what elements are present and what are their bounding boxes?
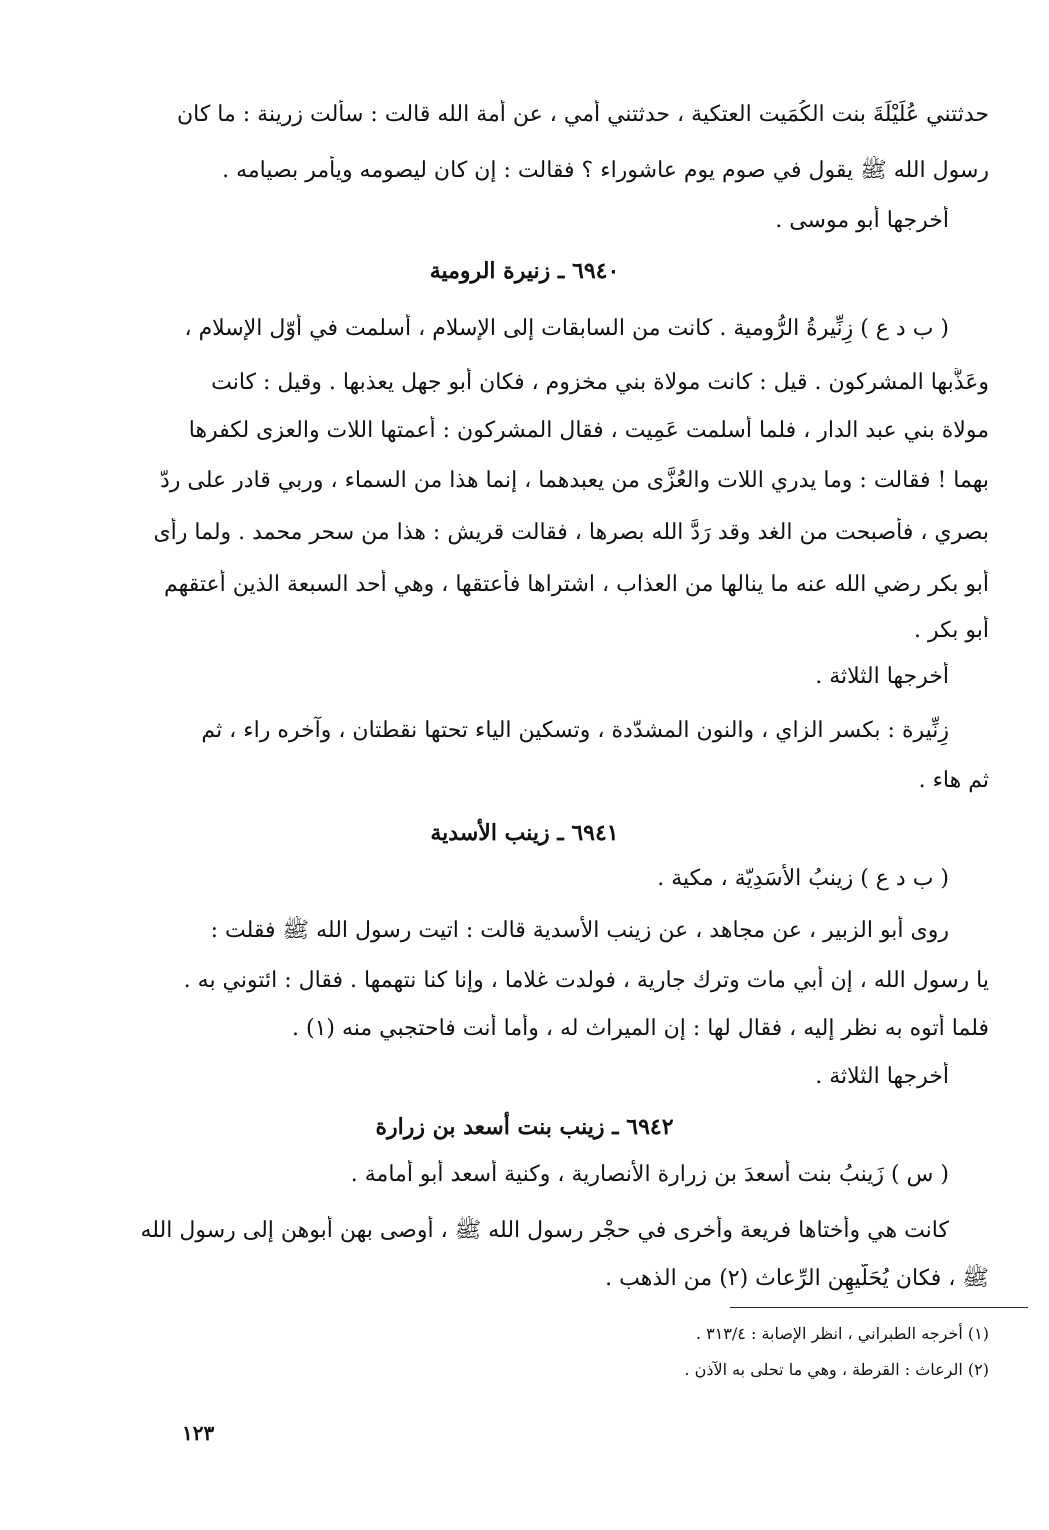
text-line: بهما ! فقالت : وما يدري اللات والعُزَّى من يعبدهما ، إنما هذا من السماء ، وربي قادر على ردّ (159, 468, 989, 493)
text-line: ( ب د ع ) زِنِّيرةُ الرُّومية . كانت من السابقات إلى الإسلام ، أسلمت في أوّل الإسلام ، (184, 316, 949, 341)
text-line: أخرجها الثلاثة . (815, 1064, 949, 1089)
text-line: ثم هاء . (918, 768, 989, 793)
text-line: روى أبو الزبير ، عن مجاهد ، عن زينب الأسدية قالت : اتيت رسول الله ﷺ فقلت : (210, 918, 949, 943)
text-line: ( س ) زَينبُ بنت أَسعدَ بن زرارة الأنصارية ، وكنية أسعد أبو أمامة . (350, 1162, 949, 1187)
text-line: مولاة بني عبد الدار ، فلما أسلمت عَمِيت ، فقال المشركون : أعمتها اللات والعزى لكفرها (188, 418, 989, 443)
text-line: بصري ، فأصبحت من الغد وقد رَدَّ الله بصرها ، فقالت قريش : هذا من سحر محمد . ولما رأى (153, 520, 989, 545)
footnote: (٢) الرعاث : القرطة ، وهي ما تحلى به الآذن . (684, 1360, 989, 1379)
text-line: أبو بكر رضي الله عنه ما ينالها من العذاب ، اشتراها فأعتقها ، وهي أحد السبعة الذين أعتقهم (163, 572, 989, 597)
entry-heading: ٦٩٤٢ ـ زينب بنت أسعد بن زرارة (375, 1114, 674, 1140)
text-line: كانت هي وأختاها فريعة وأخرى في حجْر رسول الله ﷺ ، أوصى بهن أبوهن إلى رسول الله (140, 1218, 949, 1243)
footnote-divider (730, 1307, 1028, 1308)
text-line: أخرجها أبو موسى . (775, 208, 949, 233)
text-line: فلما أتوه به نظر إليه ، فقال لها : إن الميراث له ، وأما أنت فاحتجبي منه (١) . (291, 1016, 989, 1041)
text-line: أبو بكر . (914, 618, 989, 643)
text-line: ﷺ ، فكان يُحَلّيهِن الرِّعاث (٢) من الذهب . (605, 1266, 989, 1291)
page-number: ١٢٣ (182, 1421, 215, 1445)
text-line: يا رسول الله ، إن أبي مات وترك جارية ، فولدت غلاما ، وإنا كنا نتهمها . فقال : ائتوني به . (183, 968, 989, 993)
footnote: (١) أخرجه الطبراني ، انظر الإصابة : ٣١٣/٤ . (695, 1324, 989, 1343)
text-line: رسول الله ﷺ يقول في صوم يوم عاشوراء ؟ فقالت : إن كان ليصومه ويأمر بصيامه . (222, 158, 989, 183)
text-line: حدثتني عُلَيْلَةَ بنت الكُمَيت العتكية ، حدثتني أمي ، عن أمة الله قالت : سألت زرينة : ما كان (176, 102, 989, 127)
text-line: ( ب د ع ) زينبُ الأَسَدِيّة ، مكية . (657, 866, 949, 891)
text-line: وعَذَّبها المشركون . قيل : كانت مولاة بني مخزوم ، فكان أبو جهل يعذبها . وقيل : كانت (211, 370, 989, 395)
entry-heading: ٦٩٤١ ـ زينب الأسدية (430, 820, 619, 846)
text-line: أخرجها الثلاثة . (815, 664, 949, 689)
text-line: زِنِّيرة : بكسر الزاي ، والنون المشدّدة ، وتسكين الياء تحتها نقطتان ، وآخره راء ، ثم (201, 718, 949, 743)
entry-heading: ٦٩٤٠ ـ زنيرة الرومية (429, 258, 620, 284)
